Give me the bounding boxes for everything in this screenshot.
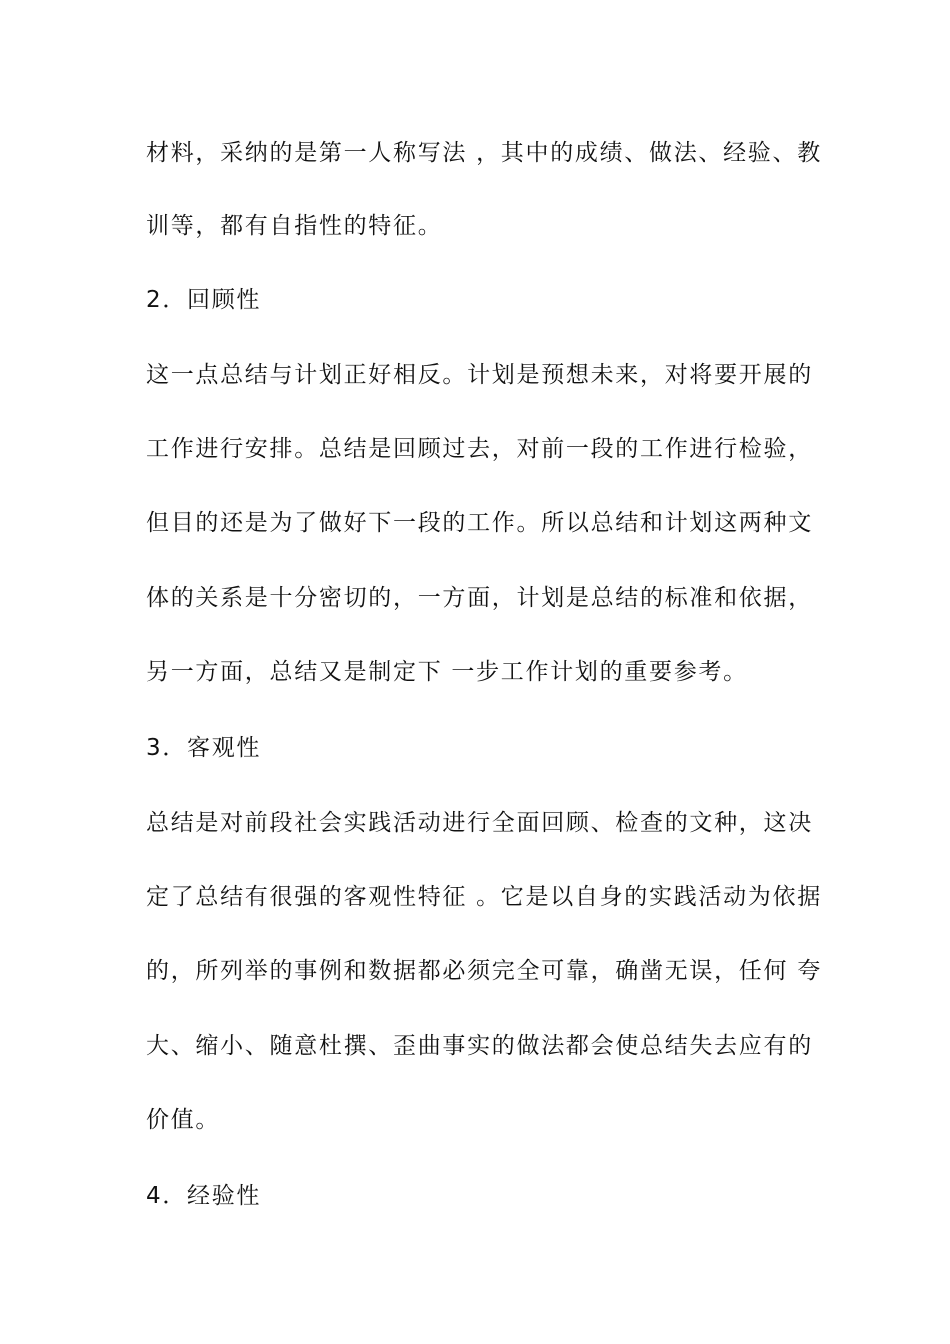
section-heading: 4．经验性 <box>146 1183 262 1209</box>
paragraph-line: 的，所列举的事例和数据都必须完全可靠，确凿无误，任何 夸 <box>146 958 822 984</box>
paragraph-line: 体的关系是十分密切的，一方面，计划是总结的标准和依据， <box>146 585 813 611</box>
paragraph-line: 定了总结有很强的客观性特征 。它是以自身的实践活动为依据 <box>146 884 822 910</box>
paragraph-line: 价值。 <box>146 1107 221 1133</box>
paragraph-line: 大、缩小、随意杜撰、歪曲事实的做法都会使总结失去应有的 <box>146 1033 813 1059</box>
section-heading: 3．客观性 <box>146 735 262 761</box>
paragraph-line: 另一方面，总结又是制定下 一步工作计划的重要参考。 <box>146 659 748 685</box>
paragraph-line: 训等，都有自指性的特征。 <box>146 213 443 239</box>
paragraph-line: 材料，采纳的是第一人称写法 ，其中的成绩、做法、经验、教 <box>146 140 822 166</box>
paragraph-line: 总结是对前段社会实践活动进行全面回顾、检查的文种，这决 <box>146 810 813 836</box>
section-heading: 2．回顾性 <box>146 287 262 313</box>
paragraph-line: 这一点总结与计划正好相反。计划是预想未来，对将要开展的 <box>146 362 813 388</box>
paragraph-line: 工作进行安排。总结是回顾过去，对前一段的工作进行检验， <box>146 436 813 462</box>
paragraph-line: 但目的还是为了做好下一段的工作。所以总结和计划这两种文 <box>146 510 813 536</box>
